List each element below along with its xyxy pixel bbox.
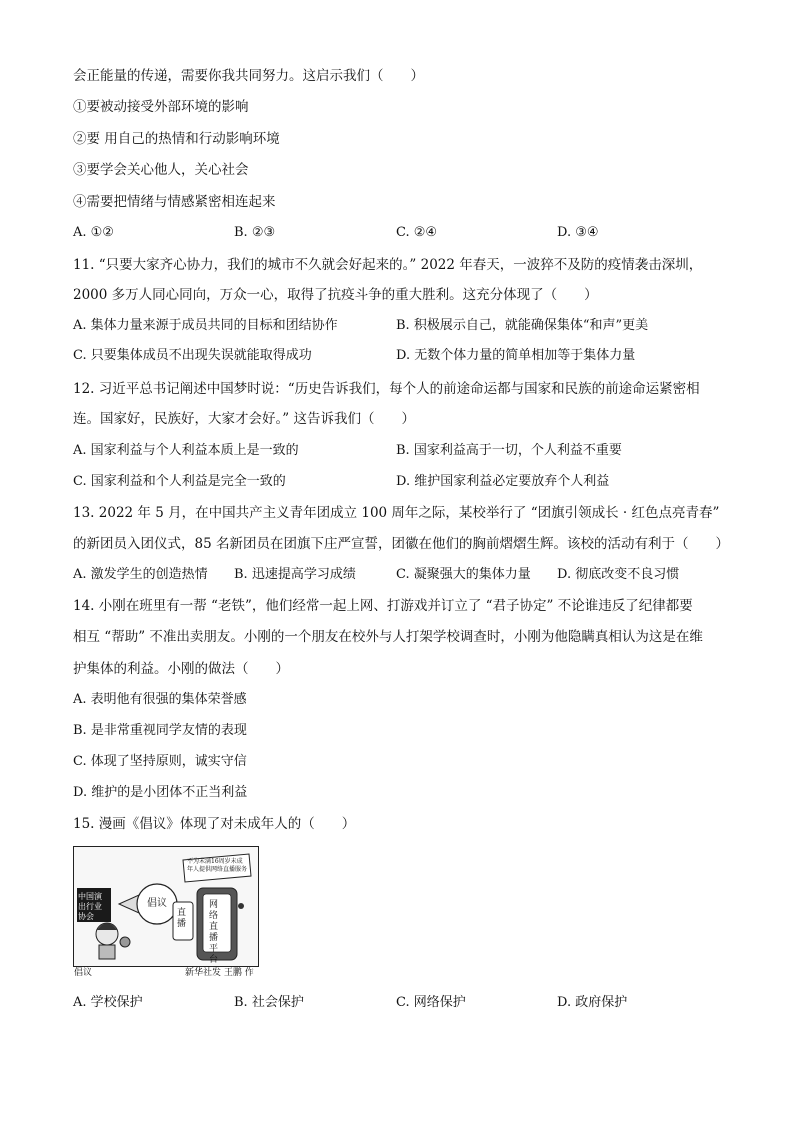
q10-option-b: B. ②③	[234, 225, 276, 240]
q10-item-1: ①要被动接受外部环境的影响	[73, 99, 249, 115]
q13-option-b: B. 迅速提高学习成绩	[234, 567, 356, 582]
q10-item-2: ②要 用自己的热情和行动影响环境	[73, 131, 280, 147]
q14-option-a: A. 表明他有很强的集体荣誉感	[73, 692, 247, 707]
q11-line-2: 2000 多万人同心同向，万众一心，取得了抗疫斗争的重大胜利。这充分体现了（ ）	[73, 287, 598, 303]
q13-option-d: D. 彻底改变不良习惯	[557, 567, 680, 582]
q13-option-a: A. 激发学生的创造热情	[73, 567, 208, 582]
q10-option-d: D. ③④	[557, 225, 599, 240]
q14-line-2: 相互 “帮助” 不准出卖朋友。小刚的一个朋友在校外与人打架学校调查时，小刚为他隐瞒真相认为这是在维	[73, 629, 703, 645]
q14-option-c: C. 体现了坚持原则，诚实守信	[73, 754, 247, 769]
q11-option-a: A. 集体力量来源于成员共同的目标和团结协作	[73, 318, 338, 333]
cartoon-caption-credit: 新华社发 王鹏 作	[185, 968, 254, 978]
q15-option-b: B. 社会保护	[234, 995, 304, 1010]
cartoon-association-label: 中国演出行业协会	[78, 892, 102, 921]
q13-line-2: 的新团员入团仪式，85 名新团员在团旗下庄严宣誓，团徽在他们的胸前熠熠生辉。该校的活动有利于（ ）	[73, 536, 729, 552]
cartoon-caption-title: 倡议	[74, 968, 93, 978]
q11-option-d: D. 无数个体力量的简单相加等于集体力量	[396, 348, 636, 363]
q14-line-3: 护集体的利益。小刚的做法（ ）	[73, 661, 289, 677]
q12-line-2: 连。国家好，民族好，大家才会好。” 这告诉我们（ ）	[73, 411, 415, 427]
q14-option-d: D. 维护的是小团体不正当利益	[73, 785, 248, 800]
q15-option-c: C. 网络保护	[396, 995, 466, 1010]
q12-option-c: C. 国家利益和个人利益是完全一致的	[73, 474, 286, 489]
cartoon-platform-label: 网络直播平台	[209, 900, 219, 965]
q13-line-1: 13. 2022 年 5 月，在中国共产主义青年团成立 100 周年之际，某校举行了 “团旗引领成长 · 红色点亮青春”	[73, 505, 720, 521]
q10-option-c: C. ②④	[396, 225, 438, 240]
q11-option-c: C. 只要集体成员不出现失误就能取得成功	[73, 348, 312, 363]
q10-item-4: ④需要把情绪与情感紧密相连起来	[73, 194, 276, 210]
q12-option-a: A. 国家利益与个人利益本质上是一致的	[73, 443, 299, 458]
q14-line-1: 14. 小刚在班里有一帮 “老铁”，他们经常一起上网、打游戏并订立了 “君子协定” 不论谁违反了纪律都要	[73, 598, 693, 614]
q12-option-d: D. 维护国家利益必定要放弃个人利益	[396, 474, 610, 489]
q10-option-a: A. ①②	[73, 225, 114, 240]
q10-stem: 会正能量的传递，需要你我共同努力。这启示我们（ ）	[73, 68, 424, 84]
cartoon-notice-label: 不为未满16周岁未成年人提供网络直播服务	[187, 858, 248, 873]
q14-option-b: B. 是非常重视同学友情的表现	[73, 723, 247, 738]
q12-option-b: B. 国家利益高于一切，个人利益不重要	[396, 443, 622, 458]
q15-option-d: D. 政府保护	[557, 995, 628, 1010]
cartoon-figure	[73, 846, 259, 980]
q11-line-1: 11. “只要大家齐心协力，我们的城市不久就会好起来的。” 2022 年春天，一波猝不及防的疫情袭击深圳，	[73, 257, 703, 273]
q12-line-1: 12. 习近平总书记阐述中国梦时说：“历史告诉我们，每个人的前途命运都与国家和民族的前途命运紧密相	[73, 381, 700, 397]
q15-stem: 15. 漫画《倡议》体现了对未成年人的（ ）	[73, 816, 356, 832]
q11-option-b: B. 积极展示自己，就能确保集体“和声”更美	[396, 318, 649, 333]
q13-option-c: C. 凝聚强大的集体力量	[396, 567, 531, 582]
q15-option-a: A. 学校保护	[73, 995, 143, 1010]
cartoon-speech-label: 倡议	[147, 898, 167, 909]
q10-item-3: ③要学会关心他人，关心社会	[73, 162, 249, 178]
cartoon-phone-label: 直播	[177, 908, 187, 929]
